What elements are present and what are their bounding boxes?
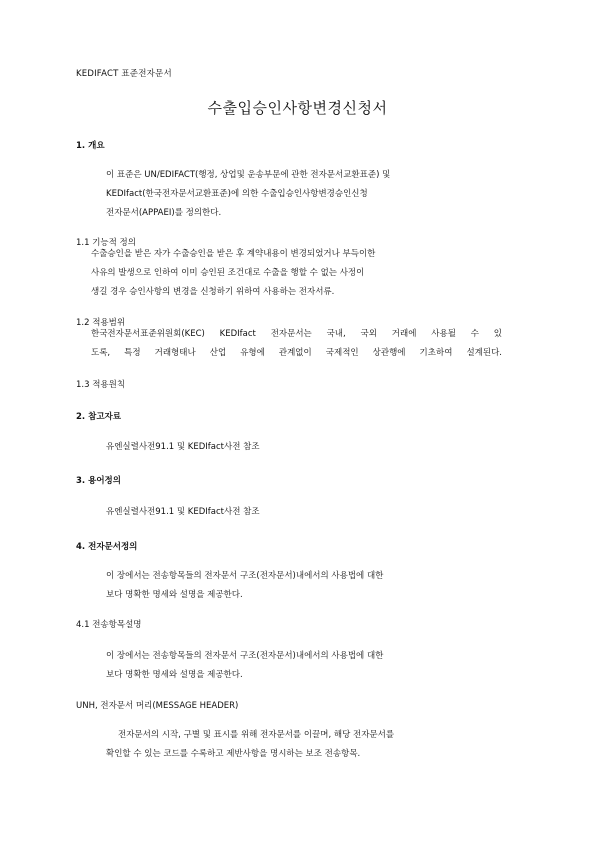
paragraph-line: 이 장에서는 전송항목들의 전자문서 구조(전자문서)내에서의 사용법에 대한 xyxy=(106,651,384,661)
paragraph-line: 보다 명확한 명세와 설명을 제공한다. xyxy=(106,670,243,680)
paragraph-line: 유엔실렬사전91.1 및 KEDIfact사전 참조 xyxy=(106,442,260,452)
paragraph-line: 전자문서의 시작, 구별 및 표시를 위해 전자문서를 이끌며, 해당 전자문서를 xyxy=(118,730,395,740)
section-scope-body xyxy=(91,325,502,363)
section-heading-principles: 1.3 적용원칙 xyxy=(76,380,126,390)
paragraph-line: 확인할 수 있는 코드를 수록하고 제반사항을 명시하는 보조 전송항목. xyxy=(106,749,361,759)
section-item-description-body xyxy=(106,647,383,685)
section-heading-message-definition: 4. 전자문서정의 xyxy=(76,542,138,552)
paragraph-line: 사유의 발생으로 인하여 이미 승인된 조건대로 수출을 행할 수 없는 사정이 xyxy=(91,268,365,278)
section-message-header-body xyxy=(106,726,395,764)
section-message-definition-body xyxy=(106,567,383,605)
section-heading-functional-definition: 1.1 기능적 정의 xyxy=(76,238,136,248)
document-title: 수출입승인사항변경신청서 xyxy=(207,99,388,117)
paragraph-line: 유엔실렬사전91.1 및 KEDIfact사전 참조 xyxy=(106,507,260,517)
paragraph-line: 이 장에서는 전송항목들의 전자문서 구조(전자문서)내에서의 사용법에 대한 xyxy=(106,571,384,581)
paragraph-line: 도록, 특정 거래형태나 산업 유형에 관계없이 국제적인 상관행에 기초하여 설계된다. xyxy=(91,348,502,358)
section-references-body xyxy=(106,438,260,457)
document-header: KEDIFACT 표준전자문서 xyxy=(76,69,172,79)
paragraph-line: KEDIfact(한국전자문서교환표준)에 의한 수출입승인사항변경승인신청 xyxy=(106,189,368,199)
section-heading-references: 2. 참고자료 xyxy=(76,412,121,422)
section-overview-body xyxy=(106,166,390,223)
section-terms-body xyxy=(106,503,260,522)
paragraph-line: 이 표준은 UN/EDIFACT(행정, 상업및 운송부문에 관한 전자문서교환표준) 및 xyxy=(106,170,391,180)
paragraph-line: 생길 경우 승인사항의 변경을 신청하기 위하여 사용하는 전자서류. xyxy=(91,287,335,297)
section-heading-overview: 1. 개요 xyxy=(76,141,105,151)
paragraph-line: 수출승인을 받은 자가 수출승인을 받은 후 계약내용이 변경되었거나 부득이한 xyxy=(91,249,376,259)
section-functional-definition-body xyxy=(91,245,375,302)
paragraph-line: 보다 명확한 명세와 설명을 제공한다. xyxy=(106,590,243,600)
paragraph-line: 한국전자문서표준위원회(KEC) KEDIfact 전자문서는 국내, 국외 거래에 사용될 수 있 xyxy=(91,329,502,339)
section-heading-terms: 3. 용어정의 xyxy=(76,476,121,486)
paragraph-line: 전자문서(APPAEI)를 정의한다. xyxy=(106,208,222,218)
section-heading-message-header: UNH, 전자문서 머리(MESSAGE HEADER) xyxy=(76,701,239,711)
section-heading-item-description: 4.1 전송항목설명 xyxy=(76,620,142,630)
section-heading-scope: 1.2 적용범위 xyxy=(76,318,126,328)
